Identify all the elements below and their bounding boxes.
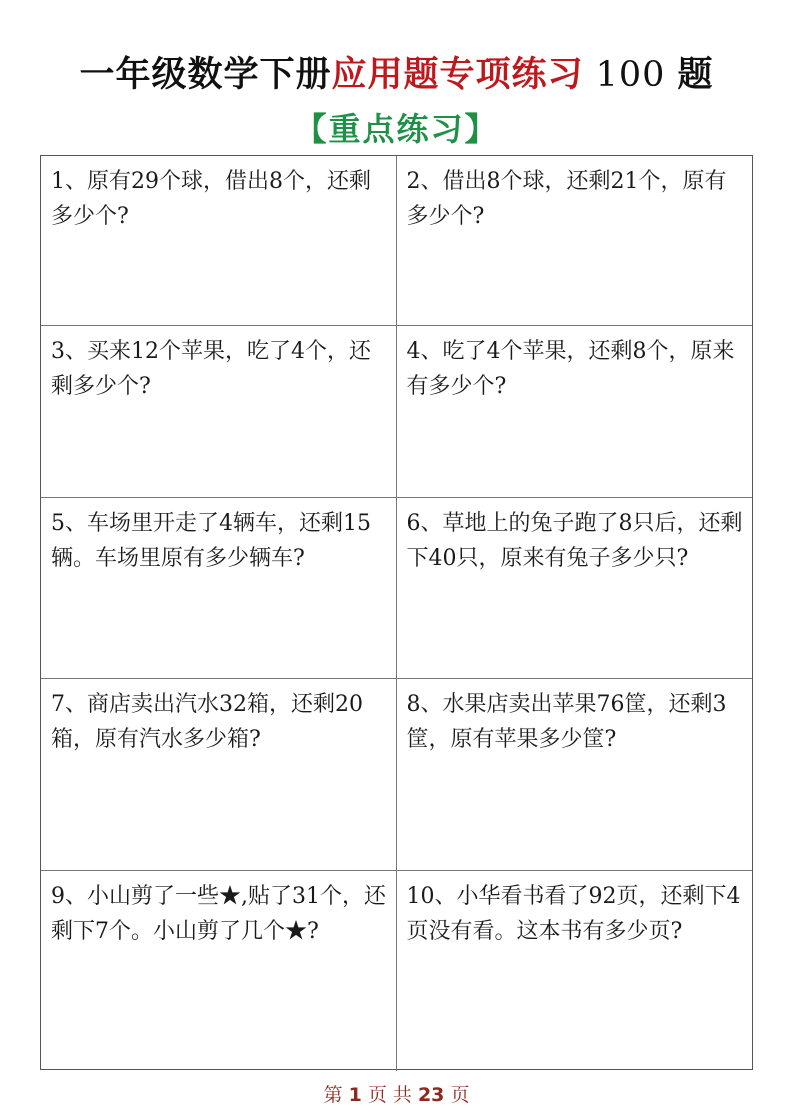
title-count-part: 100 — [583, 55, 678, 95]
question-cell-4[interactable] — [397, 326, 753, 498]
question-text: 8、水果店卖出苹果76筐，还剩3筐，原有苹果多少筐? — [406, 692, 727, 752]
question-cell-8[interactable] — [397, 679, 753, 871]
question-text: 10、小华看书看了92页，还剩下4页没有看。这本书有多少页? — [406, 884, 741, 944]
question-cell-3[interactable] — [41, 326, 397, 498]
question-text: 2、借出8个球，还剩21个，原有多少个? — [406, 169, 727, 229]
question-cell-2[interactable] — [397, 156, 753, 326]
question-text: 3、买来12个苹果，吃了4个，还剩多少个? — [51, 339, 371, 399]
question-text: 5、车场里开走了4辆车，还剩15辆。车场里原有多少辆车? — [51, 511, 371, 571]
question-cell-9[interactable] — [41, 871, 397, 1071]
footer-suffix: 页 — [450, 1084, 470, 1106]
current-page-number: 1 — [348, 1084, 362, 1106]
total-page-count: 23 — [417, 1084, 445, 1106]
question-cell-7[interactable] — [41, 679, 397, 871]
question-cell-1[interactable] — [41, 156, 397, 326]
page-subtitle: 【重点练习】 — [294, 110, 499, 148]
question-text: 1、原有29个球，借出8个，还剩多少个? — [51, 169, 371, 229]
question-grid — [40, 155, 753, 1070]
question-cell-10[interactable] — [397, 871, 753, 1071]
title-suffix-part: 题 — [677, 54, 714, 95]
footer-prefix: 第 — [323, 1084, 343, 1106]
question-text: 9、小山剪了一些★,贴了31个，还剩下7个。小山剪了几个★? — [51, 884, 386, 944]
question-cell-5[interactable] — [41, 498, 397, 679]
page-title — [0, 50, 793, 100]
question-text: 6、草地上的兔子跑了8只后，还剩下40只，原来有兔子多少只? — [406, 511, 743, 571]
question-text: 4、吃了4个苹果，还剩8个，原来有多少个? — [406, 339, 735, 399]
title-topic-part: 应用题专项练习 — [331, 54, 584, 95]
page-footer — [0, 1083, 793, 1107]
question-text: 7、商店卖出汽水32箱，还剩20箱，原有汽水多少箱? — [51, 692, 363, 752]
question-cell-6[interactable] — [397, 498, 753, 679]
footer-middle: 页 共 — [367, 1084, 412, 1106]
title-grade-part: 一年级数学下册 — [79, 54, 332, 95]
